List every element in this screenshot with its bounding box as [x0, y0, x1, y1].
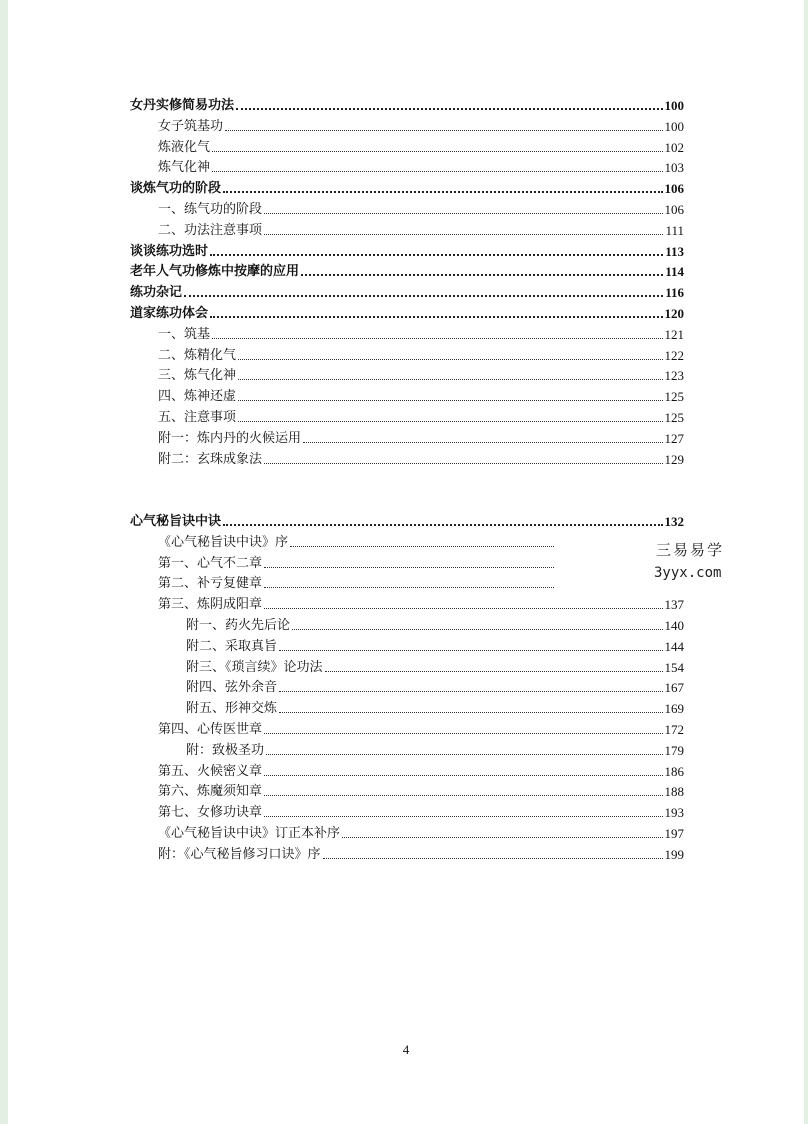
dot-leader	[223, 524, 662, 526]
toc-entry-title: 二、功法注意事项	[158, 222, 263, 238]
toc-entry-page: 199	[664, 846, 684, 862]
toc-entry-page: 172	[664, 722, 684, 737]
toc-entry-page: 193	[664, 805, 684, 821]
toc-entry-title: 谈炼气功的阶段	[130, 181, 222, 197]
dot-leader	[342, 837, 662, 838]
toc-entry-page: 132	[664, 514, 684, 529]
toc-section-entry[interactable]	[130, 240, 684, 260]
dot-leader	[266, 754, 662, 755]
dot-leader	[323, 858, 663, 859]
toc-entry-title: 《心气秘旨诀中诀》订正本补序	[158, 826, 341, 841]
toc-entry-title: 谈谈练功选时	[130, 243, 209, 259]
toc-entry[interactable]	[158, 198, 684, 218]
document-page	[8, 0, 804, 1124]
dot-leader	[290, 546, 554, 547]
toc-entry[interactable]	[158, 364, 684, 384]
dot-leader	[279, 650, 662, 651]
toc-entry-page: 179	[664, 742, 684, 758]
dot-leader	[303, 442, 662, 443]
toc-entry-title: 女子筑基功	[158, 118, 224, 134]
toc-entry[interactable]	[158, 760, 684, 780]
toc-entry[interactable]	[158, 344, 684, 364]
dot-leader	[264, 775, 662, 776]
toc-entry-page: 102	[664, 139, 684, 155]
watermark-url: 3yyx.com	[654, 565, 722, 581]
toc-entry[interactable]	[158, 718, 684, 738]
dot-leader	[264, 463, 662, 464]
toc-entry[interactable]	[186, 676, 684, 696]
dot-leader	[264, 733, 662, 734]
toc-entry-title: 附：《心气秘旨修习口诀》序	[158, 846, 321, 862]
toc-entry-title: 附三、《琐言续》论功法	[186, 659, 323, 675]
toc-section-entry[interactable]	[130, 260, 684, 280]
watermark-text: 三易易学	[656, 541, 725, 559]
toc-entry-page: 188	[664, 784, 684, 800]
toc-entry-title: 一、练气功的阶段	[158, 202, 263, 217]
dot-leader	[264, 795, 662, 796]
toc-entry-page: 114	[665, 264, 684, 280]
toc-entry[interactable]	[158, 780, 684, 800]
toc-entry[interactable]	[158, 572, 556, 592]
toc-entry-title: 心气秘旨诀中诀	[130, 514, 222, 529]
toc-entry-page: 123	[664, 368, 684, 384]
toc-entry[interactable]	[158, 427, 684, 447]
toc-entry[interactable]	[186, 739, 684, 759]
toc-section-entry[interactable]	[130, 94, 684, 114]
toc-entry-title: 一、筑基	[158, 326, 211, 342]
toc-entry-title: 第六、炼魔须知章	[158, 784, 263, 800]
toc-entry[interactable]	[158, 219, 684, 239]
toc-entry-page: 116	[665, 285, 684, 301]
toc-entry[interactable]	[158, 531, 556, 551]
toc-section-entry[interactable]	[130, 510, 684, 530]
toc-entry-title: 附五、形神交炼	[186, 701, 278, 717]
toc-entry-page: 125	[664, 410, 684, 425]
toc-entry[interactable]	[186, 656, 684, 676]
dot-leader	[264, 213, 662, 214]
dot-leader	[264, 816, 662, 817]
toc-entry-title: 老年人气功修炼中按摩的应用	[130, 264, 300, 280]
dot-leader	[238, 359, 662, 360]
dot-leader	[238, 421, 662, 422]
dot-leader	[236, 108, 662, 110]
dot-leader	[210, 316, 662, 318]
toc-entry[interactable]	[158, 593, 684, 613]
toc-section-entry[interactable]	[130, 281, 684, 301]
toc-entry-title: 第五、火候密义章	[158, 763, 263, 779]
toc-entry-page: 120	[664, 306, 684, 321]
toc-entry-title: 第四、心传医世章	[158, 722, 263, 737]
toc-entry[interactable]	[158, 822, 684, 842]
dot-leader	[238, 400, 662, 401]
toc-entry-page: 186	[664, 763, 684, 779]
toc-entry[interactable]	[158, 801, 684, 821]
toc-entry-page: 100	[664, 118, 684, 134]
toc-entry-title: 附一、药火先后论	[186, 618, 291, 633]
dot-leader	[264, 587, 554, 588]
dot-leader	[264, 608, 662, 609]
toc-entry-title: 第二、补亏复健章	[158, 576, 263, 592]
toc-entry-title: 炼液化气	[158, 139, 211, 155]
dot-leader	[210, 254, 663, 256]
toc-entry-page: 121	[664, 326, 684, 342]
toc-entry-page: 127	[664, 430, 684, 446]
toc-entry-title: 附四、弦外余音	[186, 680, 278, 696]
toc-entry-title: 附二、采取真旨	[186, 638, 278, 654]
dot-leader	[301, 274, 663, 276]
dot-leader	[238, 379, 662, 380]
dot-leader	[212, 151, 662, 152]
toc-entry-page: 106	[664, 181, 684, 197]
dot-leader	[279, 691, 662, 692]
toc-entry[interactable]	[186, 635, 684, 655]
toc-entry-page: 140	[664, 618, 684, 633]
toc-entry[interactable]	[186, 614, 684, 634]
toc-section-entry[interactable]	[130, 302, 684, 322]
toc-entry[interactable]	[158, 406, 684, 426]
toc-entry[interactable]	[158, 115, 684, 135]
toc-entry-page: 197	[664, 826, 684, 841]
toc-entry-title: 二、炼精化气	[158, 347, 237, 363]
toc-entry-title: 道家练功体会	[130, 306, 209, 321]
page-number: 4	[402, 1042, 410, 1057]
toc-entry-title: 附一：炼内丹的火候运用	[158, 430, 302, 446]
toc-entry-page: 106	[664, 202, 684, 217]
toc-entry-page: 111	[665, 222, 684, 238]
toc-entry-title: 附二：玄珠成象法	[158, 451, 263, 467]
dot-leader	[264, 567, 554, 568]
toc-entry[interactable]	[158, 385, 684, 405]
toc-entry-page: 113	[665, 243, 684, 259]
toc-section-entry[interactable]	[130, 177, 684, 197]
toc-entry-title: 第一、心气不二章	[158, 555, 263, 571]
dot-leader	[279, 712, 662, 713]
toc-entry-title: 三、炼气化神	[158, 368, 237, 384]
toc-entry-title: 四、炼神还虚	[158, 389, 237, 405]
watermark	[648, 538, 736, 592]
toc-entry-title: 第七、女修功诀章	[158, 805, 263, 821]
toc-entry-page: 137	[664, 597, 684, 613]
toc-entry-title: 《心气秘旨诀中诀》序	[158, 534, 289, 550]
toc-entry-page: 103	[664, 160, 684, 176]
toc-entry-page: 125	[664, 389, 684, 405]
toc-entry[interactable]	[186, 697, 684, 717]
toc-entry-page: 144	[664, 638, 684, 654]
toc-entry-title: 女丹实修简易功法	[130, 98, 235, 113]
dot-leader	[225, 130, 662, 131]
toc-entry-title: 五、注意事项	[158, 410, 237, 425]
dot-leader	[212, 171, 662, 172]
dot-leader	[212, 338, 662, 339]
toc-entry-page: 169	[664, 701, 684, 717]
dot-leader	[325, 671, 663, 672]
toc-entry[interactable]	[158, 843, 684, 863]
toc-entry-title: 练功杂记	[130, 285, 183, 301]
toc-entry-title: 炼气化神	[158, 160, 211, 176]
toc-entry[interactable]	[158, 323, 684, 343]
toc-entry-page: 122	[664, 347, 684, 363]
toc-entry-title: 附：致极圣功	[186, 742, 265, 758]
toc-entry[interactable]	[158, 156, 684, 176]
toc-entry-title: 第三、炼阴成阳章	[158, 597, 263, 613]
toc-entry-page: 154	[664, 659, 684, 675]
dot-leader	[292, 629, 662, 630]
toc-entry-page: 129	[664, 451, 684, 467]
toc-entry[interactable]	[158, 552, 556, 572]
dot-leader	[184, 295, 663, 297]
dot-leader	[264, 234, 663, 235]
toc-entry[interactable]	[158, 448, 684, 468]
toc-entry[interactable]	[158, 136, 684, 156]
dot-leader	[223, 191, 662, 193]
toc-entry-page: 100	[664, 98, 684, 113]
toc-entry-page: 167	[664, 680, 684, 696]
